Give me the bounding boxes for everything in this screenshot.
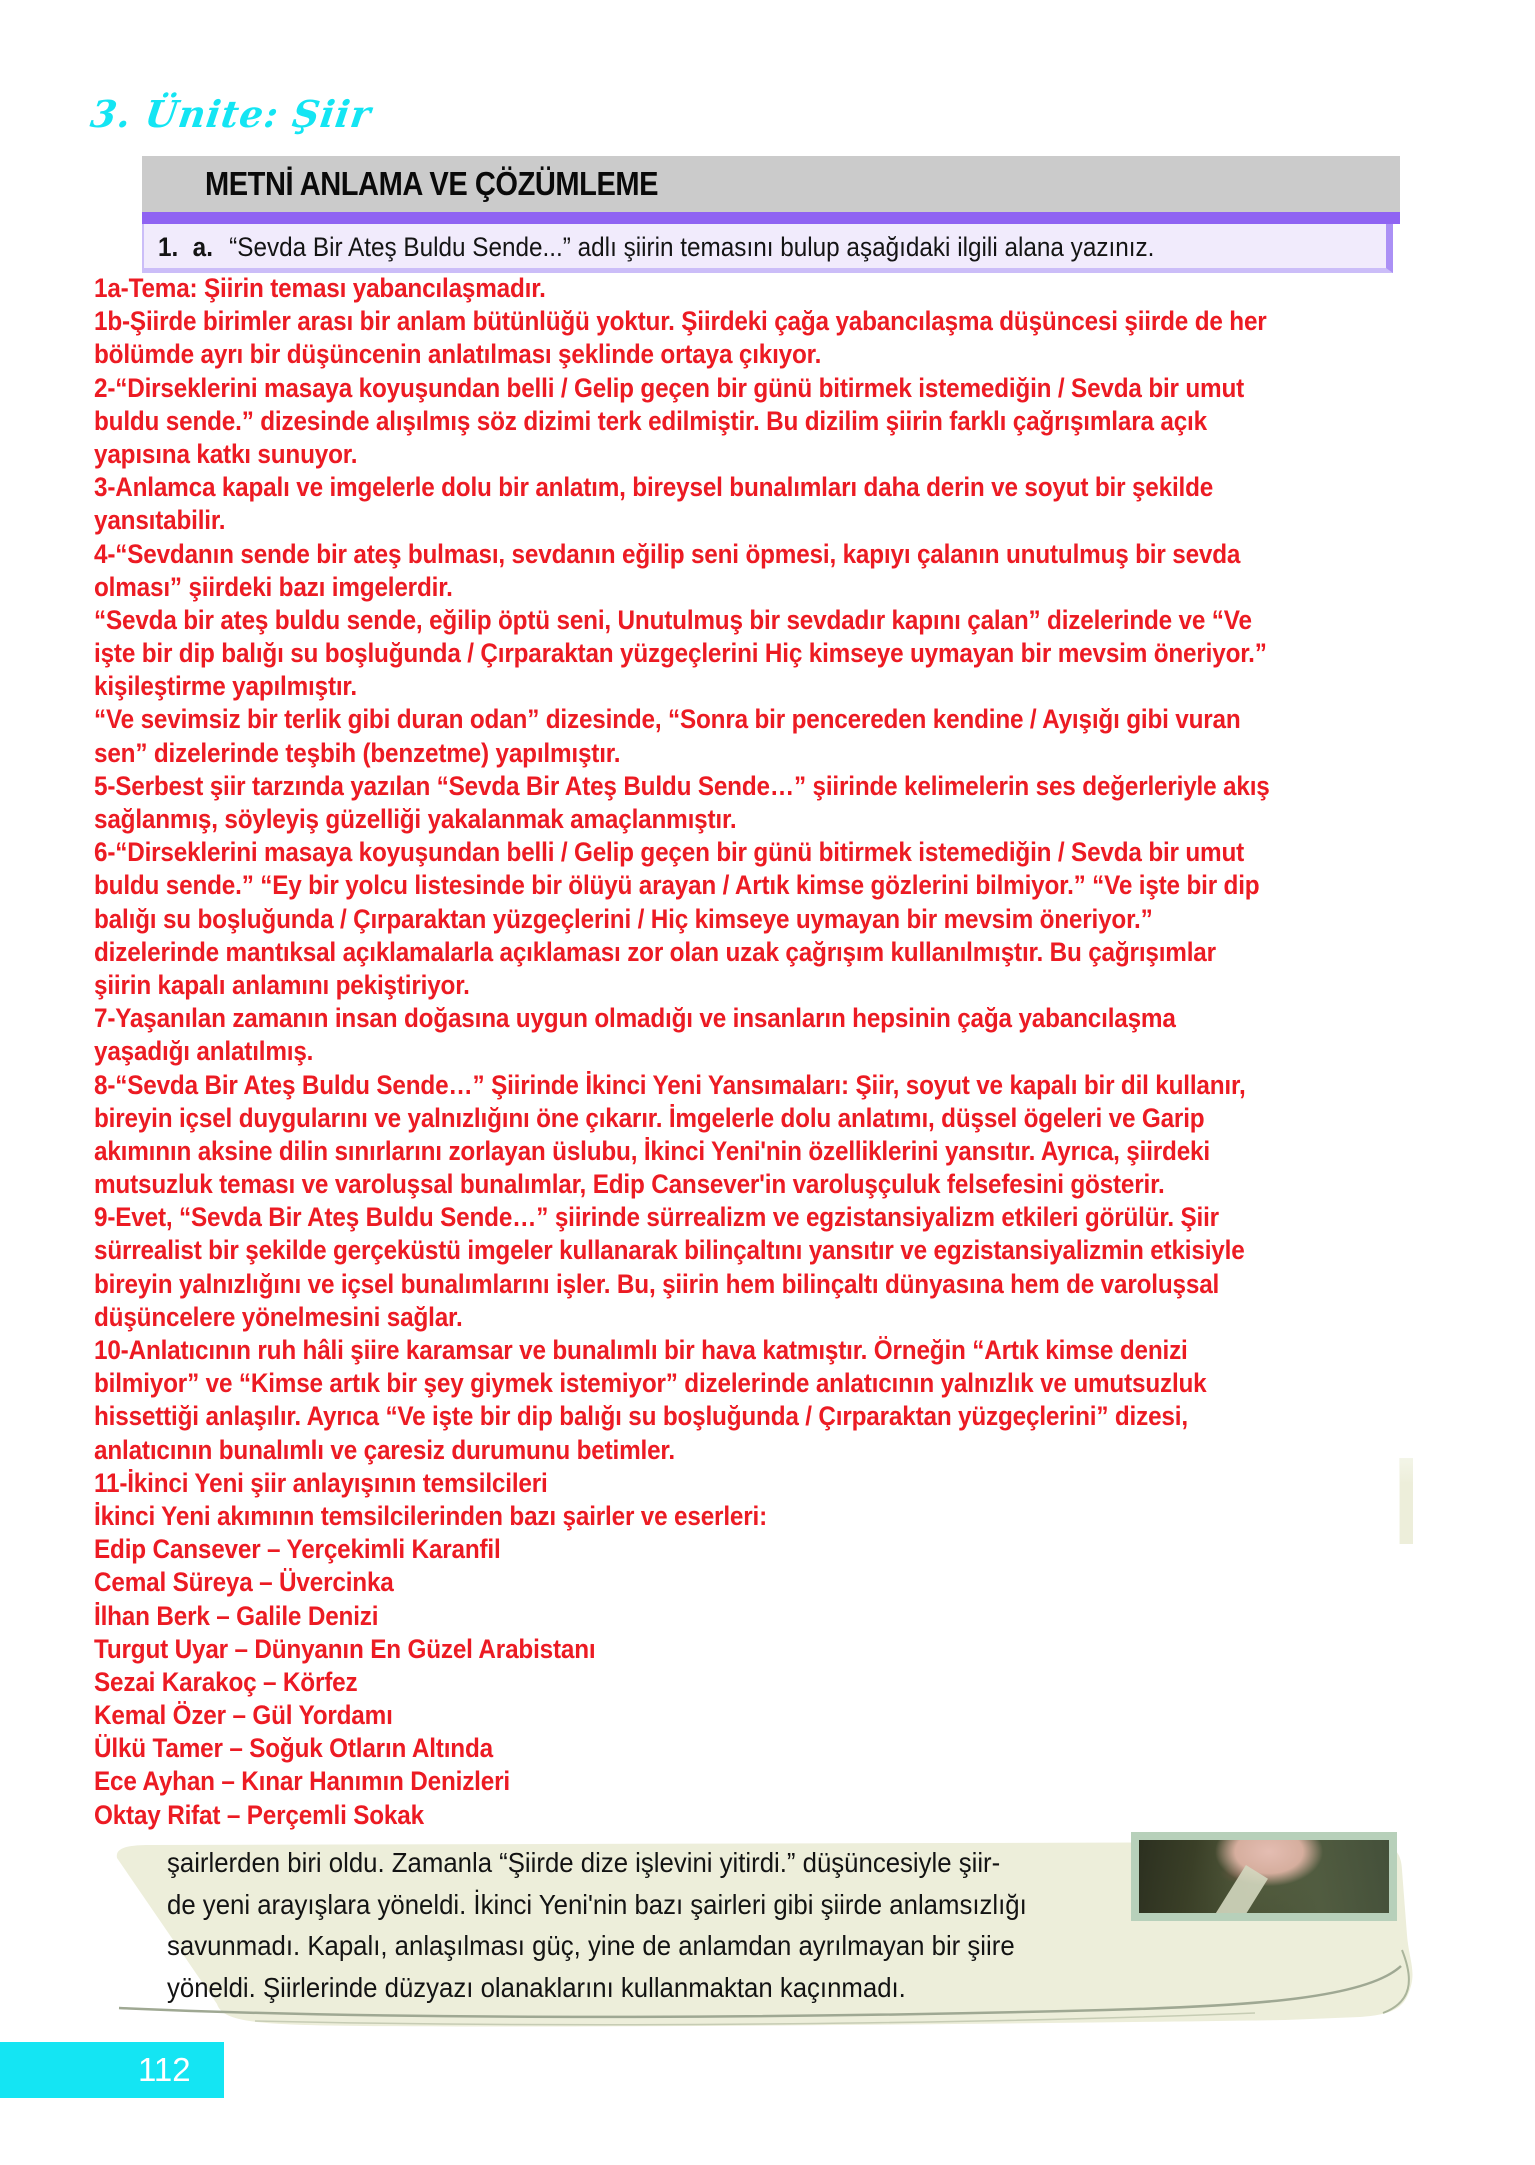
answer-line: anlatıcının bunalımlı ve çaresiz durumunu betimler.: [94, 1434, 675, 1465]
poet-portrait-image: [1139, 1840, 1389, 1913]
poet-portrait-frame: [1131, 1832, 1397, 1921]
answer-line: 4-“Sevdanın sende bir ateş bulması, sevdanın eğilip seni öpmesi, kapıyı çalanın unutulmuş bir sevda: [94, 538, 1241, 569]
answer-line: 7-Yaşanılan zamanın insan doğasına uygun olmadığı ve insanların hepsinin çağa yabancılaşma: [94, 1003, 1176, 1034]
bio-line: yöneldi. Şiirlerinde düzyazı olanaklarını kullanmaktan kaçınmadı.: [167, 1971, 906, 2003]
answer-line: Oktay Rifat – Perçemli Sokak: [94, 1799, 424, 1830]
unit-label: 3. Ünite: Şiir: [87, 92, 375, 136]
answer-line: kişileştirme yapılmıştır.: [94, 671, 357, 702]
answer-line: işte bir dip balığı su boşluğunda / Çırparaktan yüzgeçlerini Hiç kimseye uymayan bir mevsim öneriyor.”: [94, 638, 1267, 669]
answer-line: buldu sende.” dizesinde alışılmış söz dizimi terk edilmiştir. Bu dizilim şiirin farklı çağrışımlara açık: [94, 405, 1207, 436]
question-text: “Sevda Bir Ateş Buldu Sende...” adlı şiirin temasını bulup aşağıdaki ilgili alana yazınız.: [229, 232, 1155, 262]
answer-line: Cemal Süreya – Üvercinka: [94, 1567, 394, 1598]
answer-line: Ece Ayhan – Kınar Hanımın Denizleri: [94, 1766, 510, 1797]
bio-line: şairlerden biri oldu. Zamanla “Şiirde dize işlevini yitirdi.” düşüncesiyle şiir-: [167, 1847, 1001, 1878]
answer-line: bireyin yalnızlığını ve içsel bunalımlarını işler. Bu, şiirin hem bilinçaltı dünyasına hem de varoluşsal: [94, 1268, 1220, 1299]
answer-line: akımının aksine dilin sınırlarını zorlayan üslubu, İkinci Yeni'nin özelliklerini yansıtır. Ayrıca, şiirdeki: [94, 1135, 1210, 1166]
answer-line: 9-Evet, “Sevda Bir Ateş Buldu Sende…” şiirinde sürrealizm ve egzistansiyalizm etkileri görülür. Şiir: [94, 1202, 1219, 1233]
answer-line: Ülkü Tamer – Soğuk Otların Altında: [94, 1733, 493, 1764]
answer-line: mutsuzluk teması ve varoluşsal bunalımlar, Edip Cansever'in varoluşçuluk felsefesini gösterir.: [94, 1169, 1165, 1200]
answer-line: 1b-Şiirde birimler arası bir anlam bütünlüğü yoktur. Şiirdeki çağa yabancılaşma düşüncesi şiirde de her: [94, 306, 1267, 337]
answer-line: Kemal Özer – Gül Yordamı: [94, 1700, 393, 1731]
answer-line: 10-Anlatıcının ruh hâli şiire karamsar ve bunalımlı bir hava katmıştır. Örneğin “Artık kimse denizi: [94, 1335, 1188, 1365]
answer-line: sen” dizelerinde teşbih (benzetme) yapılmıştır.: [94, 737, 621, 768]
answer-line: 6-“Dirseklerini masaya koyuşundan belli / Gelip geçen bir günü bitirmek istemediğin / Sevda bir umut: [94, 837, 1245, 868]
question-number: 1.: [158, 232, 179, 262]
answer-line: İlhan Berk – Galile Denizi: [94, 1600, 379, 1631]
answer-line: 2-“Dirseklerini masaya koyuşundan belli / Gelip geçen bir günü bitirmek istemediğin / Sevda bir umut: [94, 372, 1245, 403]
answer-line: 3-Anlamca kapalı ve imgelerle dolu bir anlatım, bireysel bunalımları daha derin ve soyut bir şekilde: [94, 472, 1214, 503]
answer-line: sağlanmış, söyleyiş güzelliği yakalanmak amaçlanmıştır.: [94, 804, 737, 834]
question-line: [158, 224, 1154, 268]
answer-line: Sezai Karakoç – Körfez: [94, 1666, 358, 1697]
answer-line: yansıtabilir.: [94, 505, 226, 536]
answer-line: yaşadığı anlatılmış.: [94, 1036, 314, 1067]
answer-line: Turgut Uyar – Dünyanın En Güzel Arabistanı: [94, 1633, 596, 1664]
answer-line: buldu sende.” “Ey bir yolcu listesinde bir ölüyü arayan / Artık kimse gözlerini bilmiyor.” “Ve işte bir dip: [94, 870, 1260, 901]
answer-line: yapısına katkı sunuyor.: [94, 438, 358, 469]
answer-line: bölümde ayrı bir düşüncenin anlatılması şeklinde ortaya çıkıyor.: [94, 339, 822, 370]
question-letter: a.: [192, 232, 213, 262]
answer-line: şiirin kapalı anlamını pekiştiriyor.: [94, 969, 470, 1000]
page-number-badge: [0, 2042, 224, 2098]
paper-corner-sliver: [1399, 1458, 1413, 1544]
section-title: METNİ ANLAMA VE ÇÖZÜMLEME: [205, 165, 659, 202]
answer-line: 11-İkinci Yeni şiir anlayışının temsilcileri: [94, 1467, 548, 1498]
page-number: 112: [138, 2051, 191, 2088]
section-divider: [142, 212, 1400, 224]
answer-block: [94, 272, 1535, 1832]
answer-line: sürrealist bir şekilde gerçeküstü imgeler kullanarak bilinçaltını yansıtır ve egzistansiyalizmin etkisiyle: [94, 1235, 1245, 1266]
answer-line: 8-“Sevda Bir Ateş Buldu Sende…” Şiirinde İkinci Yeni Yansımaları: Şiir, soyut ve kapalı bir dil kullanır,: [94, 1069, 1246, 1100]
answer-line: bireyin içsel duygularını ve yalnızlığını öne çıkarır. İmgelerle dolu anlatımı, düşsel ögeleri ve Garip: [94, 1102, 1205, 1133]
answer-line: düşüncelere yönelmesini sağlar.: [94, 1301, 463, 1332]
answer-line: balığı su boşluğunda / Çırparaktan yüzgeçlerini / Hiç kimseye uymayan bir mevsim öneriyor.”: [94, 903, 1153, 934]
answer-line: 5-Serbest şiir tarzında yazılan “Sevda Bir Ateş Buldu Sende…” şiirinde kelimelerin ses değerleriyle akış: [94, 770, 1270, 801]
answer-line: “Ve sevimsiz bir terlik gibi duran odan” dizesinde, “Sonra bir pencereden kendine / Ayışığı gibi vuran: [94, 704, 1241, 735]
answer-line: “Sevda bir ateş buldu sende, eğilip öptü seni, Unutulmuş bir sevdadır kapını çalan” dizelerinde ve “Ve: [94, 604, 1252, 635]
bio-line: de yeni arayışlara yöneldi. İkinci Yeni'nin bazı şairleri gibi şiirde anlamsızlığı: [167, 1888, 1027, 1920]
answer-line: hissettiği anlaşılır. Ayrıca “Ve işte bir dip balığı su boşluğunda / Çırparaktan yüzgeçlerini” dizesi,: [94, 1401, 1188, 1432]
bio-line: savunmadı. Kapalı, anlaşılması güç, yine de anlamdan ayrılmayan bir şiire: [167, 1930, 1015, 1962]
answer-line: 1a-Tema: Şiirin teması yabancılaşmadır.: [94, 273, 546, 303]
question-box: [142, 224, 1393, 273]
answer-line: Edip Cansever – Yerçekimli Karanfil: [94, 1534, 501, 1565]
answer-line: dizelerinde mantıksal açıklamalarla açıklaması zor olan uzak çağrışım kullanılmıştır. Bu çağrışımlar: [94, 936, 1216, 967]
answer-line: İkinci Yeni akımının temsilcilerinden bazı şairler ve eserleri:: [94, 1500, 767, 1531]
answer-line: bilmiyor” ve “Kimse artık bir şey giymek istemiyor” dizelerinde anlatıcının yalnızlık ve umutsuzluk: [94, 1368, 1207, 1399]
answer-line: olması” şiirdeki bazı imgelerdir.: [94, 571, 453, 602]
bio-paragraph: [167, 1842, 1102, 2008]
section-header-bar: [142, 156, 1400, 212]
